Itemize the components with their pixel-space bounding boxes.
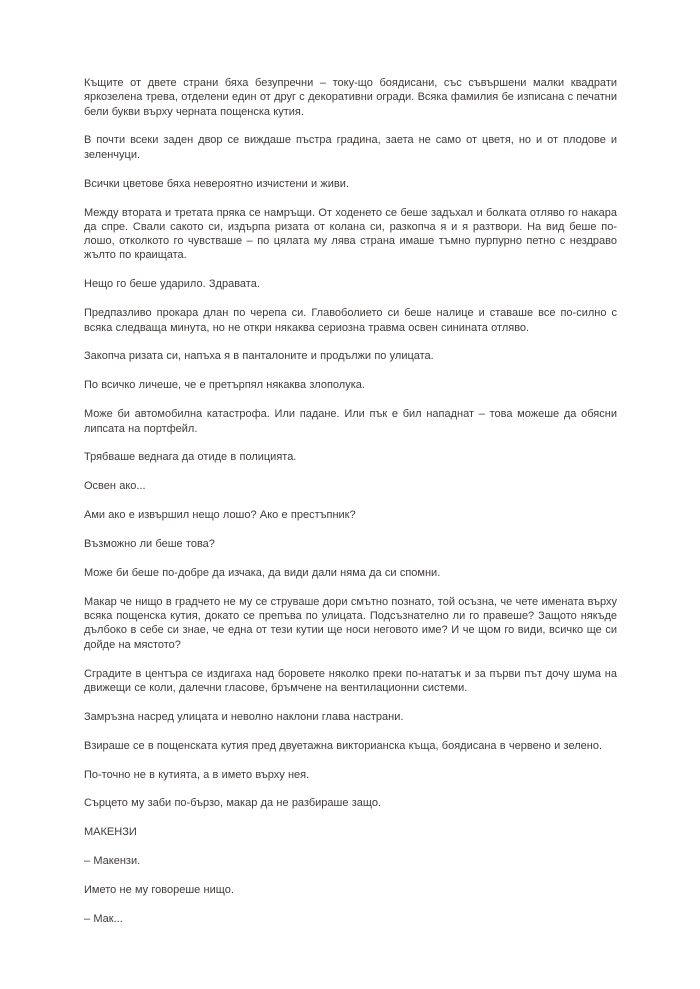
paragraph-23: Името не му говореше нищо. <box>84 884 234 897</box>
paragraph-5: Нещо го беше ударило. Здравата. <box>84 278 260 291</box>
paragraph-21: МАКЕНЗИ <box>84 826 137 839</box>
paragraph-11: Освен ако... <box>84 480 146 493</box>
paragraph-15: Макар че нищо в градчето не му се струваше дори смътно познато, той осъзна, че чете имената върху всяка пощенска кутия, докато се препъва по улицата. Подсъзнателно ли го правеше? Защото някъде дълбоко в себе си знае, че една от тези кутии ще носи неговото име? И че щом го види, всичко ще си дойде на мястото? <box>84 595 617 651</box>
paragraph-20: Сърцето му заби по-бързо, макар да не разбираше защо. <box>84 797 381 810</box>
paragraph-4: Между втората и третата пряка се намръщи. От ходенето се беше задъхал и болката отляво го накара да спре. Свали сакото си, издърпа ризата от колана си, разкопча я и я разтвори. На вид беше по-лошо, отколкото го чувстваше – по цялата му лява страна имаше тъмно пурпурно петно с нездраво жълто по краищата. <box>84 206 617 262</box>
paragraph-16: Сградите в центъра се издигаха над боровете няколко преки по-нататък и за първи път дочу шума на движещи се коли, далечни гласове, бръмчене на вентилационни системи. <box>84 667 617 694</box>
paragraph-18: Взираше се в пощенската кутия пред двуетажна викторианска къща, боядисана в червено и зелено. <box>84 739 603 752</box>
paragraph-12: Ами ако е извършил нещо лошо? Ако е престъпник? <box>84 509 356 522</box>
paragraph-2: В почти всеки заден двор се виждаше пъстра градина, заета не само от цветя, но и от плодове и зеленчуци. <box>84 134 617 161</box>
paragraph-19: По-точно не в кутията, а в името върху нея. <box>84 768 310 781</box>
paragraph-9: Може би автомобилна катастрофа. Или падане. Или пък е бил нападнат – това можеше да обясни липсата на портфейл. <box>84 408 617 435</box>
paragraph-10: Трябваше веднага да отиде в полицията. <box>84 451 297 464</box>
paragraph-8: По всичко личеше, че е претърпял някаква злополука. <box>84 379 365 392</box>
paragraph-13: Възможно ли беше това? <box>84 538 215 551</box>
paragraph-14: Може би беше по-добре да изчака, да види дали няма да си спомни. <box>84 566 441 579</box>
paragraph-3: Всички цветове бяха невероятно изчистени и живи. <box>84 177 349 190</box>
paragraph-1: Къщите от двете страни бяха безупречни – току-що боядисани, със съвършени малки квадрати яркозелена трева, отделени един от друг с декоративни огради. Всяка фамилия бе изписана с печатни бели букви върху черната пощенска кутия. <box>84 77 617 118</box>
paragraph-7: Закопча ризата си, напъха я в панталоните и продължи по улицата. <box>84 350 434 363</box>
paragraph-24: – Мак... <box>84 913 123 926</box>
paragraph-22: – Макензи. <box>84 855 141 868</box>
paragraph-6: Предпазливо прокара длан по черепа си. Главоболието си беше налице и ставаше все по-силно с всяка следваща минута, но не откри някаква сериозна травма освен синината отляво. <box>84 307 617 334</box>
document-page <box>84 76 617 941</box>
paragraph-17: Замръзна насред улицата и неволно наклони глава настрани. <box>84 710 404 723</box>
